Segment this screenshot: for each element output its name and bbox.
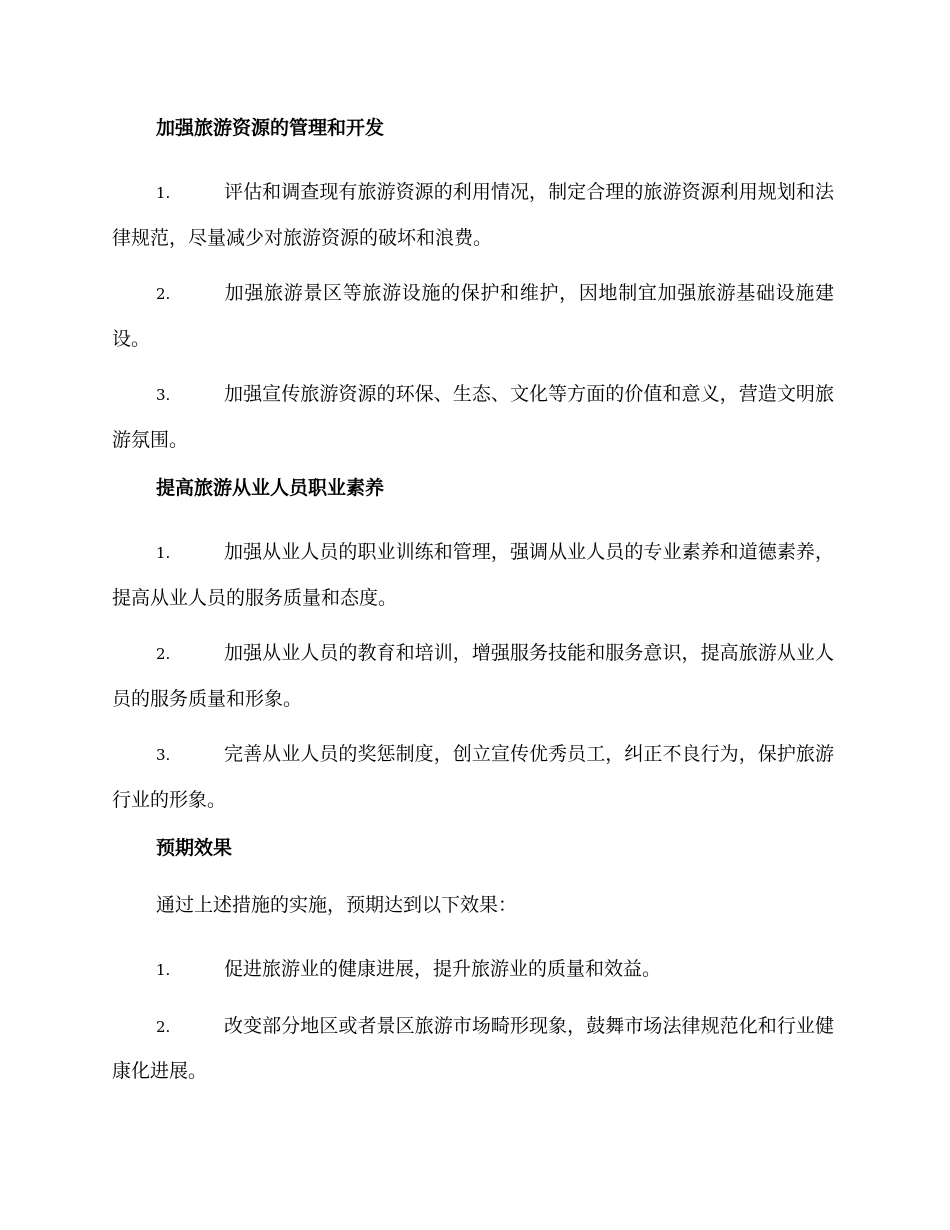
list-text: 评估和调查现有旅游资源的利用情况，制定合理的旅游资源利用规划和法律规范，尽量减少对旅游资源的破坏和浪费。 (112, 181, 834, 249)
section-heading: 提高旅游从业人员职业素养 (156, 477, 385, 499)
list-item (112, 1004, 834, 1094)
list-item (112, 271, 834, 361)
list-number: 1. (156, 961, 171, 979)
section-heading: 加强旅游资源的管理和开发 (156, 117, 385, 139)
list-number: 3. (156, 746, 171, 764)
section-heading: 预期效果 (156, 837, 233, 859)
intro-paragraph: 通过上述措施的实施，预期达到以下效果： (156, 894, 518, 916)
list-text: 加强旅游景区等旅游设施的保护和维护，因地制宜加强旅游基础设施建设。 (112, 282, 834, 350)
list-item (112, 947, 834, 993)
list-item (112, 631, 834, 721)
list-number: 2. (156, 645, 171, 663)
list-text: 完善从业人员的奖惩制度，创立宣传优秀员工，纠正不良行为，保护旅游行业的形象。 (112, 743, 834, 811)
list-item (112, 732, 834, 822)
list-item (112, 530, 834, 620)
list-number: 1. (156, 184, 171, 202)
list-item (112, 170, 834, 260)
list-number: 2. (156, 1017, 171, 1036)
list-text: 加强从业人员的职业训练和管理，强调从业人员的专业素养和道德素养，提高从业人员的服务质量和态度。 (112, 541, 834, 609)
list-item (112, 372, 834, 462)
document-body (112, 113, 834, 1105)
list-text: 加强宣传旅游资源的环保、生态、文化等方面的价值和意义，营造文明旅游氛围。 (112, 383, 834, 451)
list-number: 2. (156, 285, 171, 303)
list-text: 加强从业人员的教育和培训，增强服务技能和服务意识，提高旅游从业人员的服务质量和形象。 (112, 642, 834, 710)
list-text: 促进旅游业的健康进展，提升旅游业的质量和效益。 (224, 958, 662, 980)
list-number: 1. (156, 544, 171, 562)
list-number: 3. (156, 386, 171, 404)
list-text: 改变部分地区或者景区旅游市场畸形现象，鼓舞市场法律规范化和行业健康化进展。 (112, 1014, 834, 1082)
